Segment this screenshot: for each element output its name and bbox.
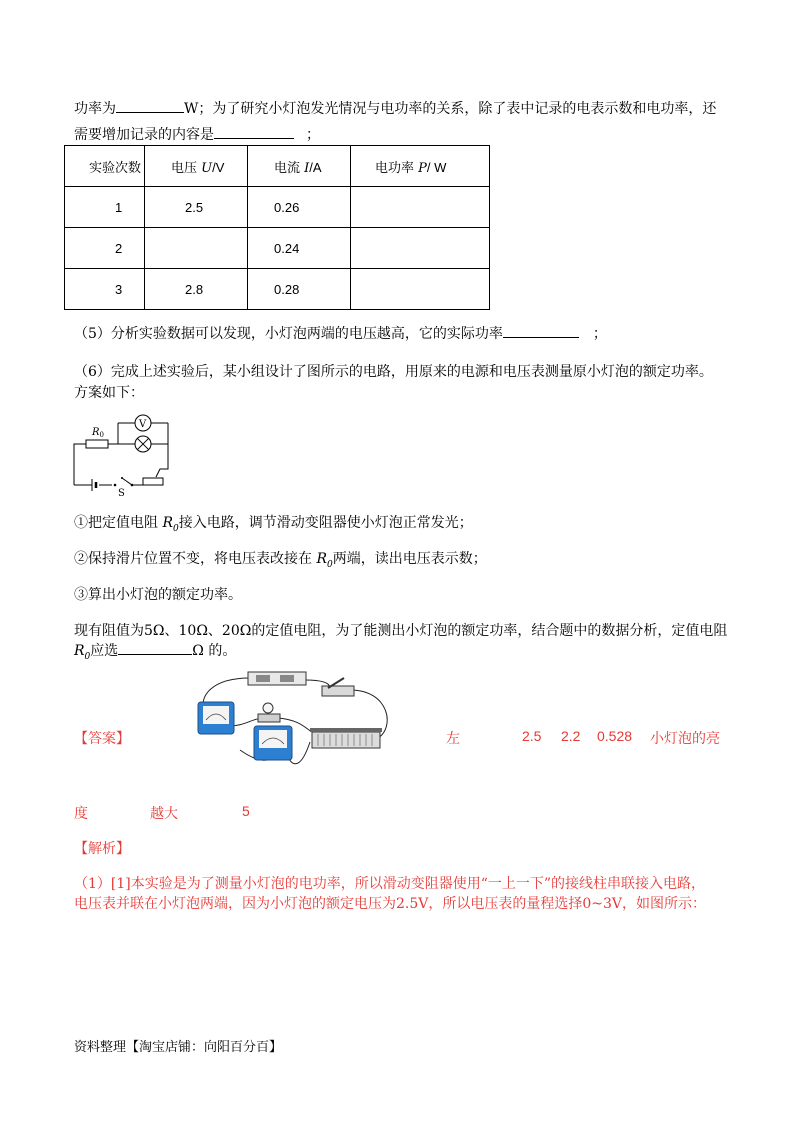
apparatus-illustration bbox=[190, 668, 400, 780]
question-6-line-2: 方案如下： bbox=[74, 385, 144, 401]
analysis-line-1: （1）[1]本实验是为了测量小灯泡的电功率，所以滑动变阻器使用“一上一下”的接线柱串联接入电路， bbox=[74, 876, 706, 892]
answer-blank[interactable] bbox=[214, 124, 294, 139]
answer-blank[interactable] bbox=[116, 98, 184, 113]
rheostat bbox=[143, 478, 163, 485]
question-6-line-1: （6）完成上述实验后，某小组设计了图所示的电路，用原来的电源和电压表测量原小灯泡的额定功率。 bbox=[74, 364, 713, 380]
resistor-r0 bbox=[86, 440, 108, 448]
switch-icon bbox=[322, 686, 354, 696]
table-row: 1 2.5 0.26 bbox=[65, 187, 490, 228]
header-power: 电功率 P/ W bbox=[351, 146, 490, 187]
bulb-icon bbox=[263, 703, 273, 713]
answer-6: 越大 bbox=[150, 806, 178, 822]
r0-label: $R_0$ bbox=[92, 427, 104, 439]
header-voltage: 电压 U/V bbox=[145, 146, 248, 187]
data-table bbox=[64, 145, 490, 310]
answer-blank[interactable] bbox=[503, 323, 579, 338]
answer-5-part-2: 度 bbox=[74, 806, 88, 822]
analysis-line-2: 电压表并联在小灯泡两端，因为小灯泡的额定电压为2.5V，所以电压表的量程选择0~3V，如图所示： bbox=[74, 896, 707, 912]
analysis-label: 【解析】 bbox=[74, 841, 130, 857]
voltmeter-label: V bbox=[139, 419, 147, 430]
footer-text: 资料整理【淘宝店铺：向阳百分百】 bbox=[74, 1040, 283, 1055]
rheostat-device bbox=[312, 732, 380, 748]
table-row: 3 2.8 0.28 bbox=[65, 269, 490, 310]
switch-label: S bbox=[118, 488, 125, 497]
resistor-question-line-1: 现有阻值为5Ω、10Ω、20Ω的定值电阻，为了能测出小灯泡的额定功率，结合题中的数据分析，定值电阻 bbox=[74, 623, 728, 639]
answer-7: 5 bbox=[242, 803, 250, 819]
question-5: （5）分析实验数据可以发现，小灯泡两端的电压越高，它的实际功率 ； bbox=[74, 323, 607, 343]
intro-line-1: 功率为 W；为了研究小灯泡发光情况与电功率的关系，除了表中记录的电表示数和电功率，还 bbox=[74, 98, 716, 118]
answer-2: 2.5 bbox=[522, 728, 542, 744]
table-row: 2 0.24 bbox=[65, 228, 490, 269]
answer-label: 【答案】 bbox=[74, 731, 130, 747]
step-3: ③算出小灯泡的额定功率。 bbox=[74, 587, 242, 603]
intro-line-2: 需要增加记录的内容是 ； bbox=[74, 124, 320, 144]
answer-3: 2.2 bbox=[561, 728, 581, 744]
answer-blank[interactable] bbox=[118, 640, 192, 655]
header-trial-count: 实验次数 bbox=[65, 146, 145, 187]
step-2: ②保持滑片位置不变，将电压表改接在 $R_0$两端，读出电压表示数； bbox=[74, 551, 487, 570]
answer-5-part-1: 小灯泡的亮 bbox=[650, 731, 720, 747]
resistor-question-line-2: $R_0$应选 Ω 的。 bbox=[74, 640, 236, 662]
header-current: 电流 I/A bbox=[248, 146, 351, 187]
step-1: ①把定值电阻 $R_0$接入电路，调节滑动变阻器使小灯泡正常发光； bbox=[74, 515, 473, 534]
answer-1: 左 bbox=[446, 731, 460, 747]
circuit-diagram bbox=[68, 405, 188, 497]
answer-4: 0.528 bbox=[597, 728, 633, 744]
table-header-row bbox=[65, 146, 490, 187]
